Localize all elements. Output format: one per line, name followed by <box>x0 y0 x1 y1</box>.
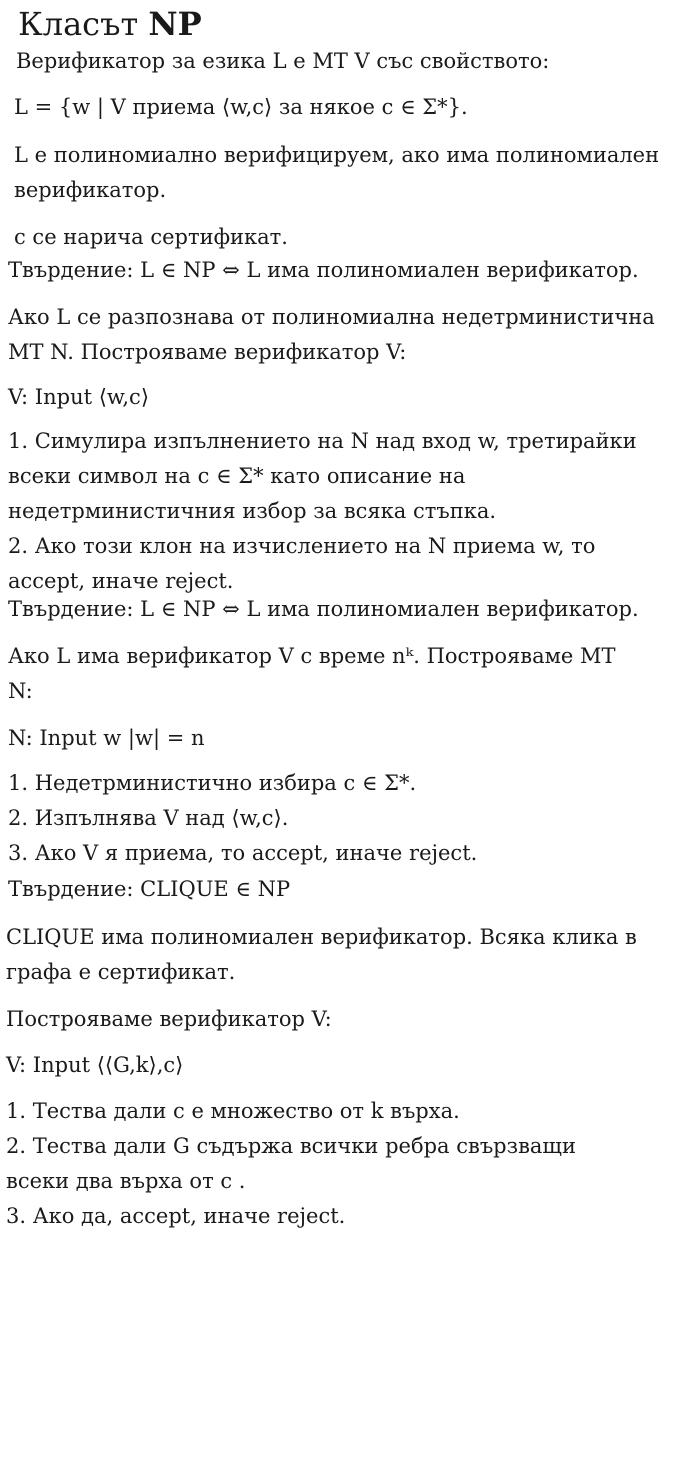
claim-1 <box>8 253 670 288</box>
proof-2-step1: 1. Недетрминистично избира c ∈ Σ*. <box>8 771 417 795</box>
proof-1-intro <box>8 300 670 370</box>
claim-2 <box>8 592 670 627</box>
proof-3-step2-line1: 2. Тества дали G съдържа всички ребра свързващи <box>6 1134 576 1158</box>
proof-1-step1-line1: 1. Симулира изпълнението на N над вход w, третирайки <box>8 429 637 453</box>
proof-3-intro-line2: графа е сертификат. <box>6 960 236 984</box>
proof-1-intro-line2: МТ N. Построяваме верификатор V: <box>8 340 407 364</box>
proof-1-input <box>8 380 670 415</box>
claim-1-text: Твърдение: L ∈ NP ⇔ L има полиномиален верификатор. <box>8 258 639 282</box>
proof-3-steps <box>6 1094 670 1234</box>
proof-2-step2: 2. Изпълнява V над ⟨w,c⟩. <box>8 806 289 830</box>
proof-1-steps <box>8 424 670 599</box>
proof-3-step2-line2: всеки два върха от c . <box>6 1169 246 1193</box>
proof-3-build <box>6 1002 670 1037</box>
def-verifier: Верификатор за езика L е МТ V със свойството: <box>16 49 550 73</box>
proof-2-intro <box>8 639 670 709</box>
proof-2-input <box>8 721 670 756</box>
proof-2-intro-line1: Ако L има верификатор V с време nᵏ. Построяваме МТ <box>8 644 616 668</box>
proof-3-step1: 1. Тества дали c е множество от k върха. <box>6 1099 460 1123</box>
proof-2-intro-line2: N: <box>8 679 33 703</box>
def-language-formula: L = {w | V приема ⟨w,c⟩ за някое c ∈ Σ*}. <box>14 95 468 119</box>
claim-2-text: Твърдение: L ∈ NP ⇔ L има полиномиален верификатор. <box>8 597 639 621</box>
proof-3-build-text: Построяваме верификатор V: <box>6 1007 332 1031</box>
proof-1-step2-line1: 2. Ако този клон на изчислението на N приема w, то <box>8 534 596 558</box>
def-poly-line2: верификатор. <box>14 178 167 202</box>
section-formula <box>14 90 670 125</box>
claim-3-text: Твърдение: CLIQUE ∈ NP <box>8 877 291 901</box>
proof-3-input-text: V: Input ⟨⟨G,k⟩,c⟩ <box>6 1053 184 1077</box>
claim-3 <box>8 872 670 907</box>
section-certificate <box>14 220 670 255</box>
section-verifier-definition <box>16 44 670 79</box>
proof-3-step3: 3. Ако да, accept, иначе reject. <box>6 1204 346 1228</box>
proof-1-step1-line3: недетрминистичния избор за всяка стъпка. <box>8 499 497 523</box>
proof-1-step2-line2: accept, иначе reject. <box>8 569 234 593</box>
def-certificate: c се нарича сертификат. <box>14 225 288 249</box>
section-poly-verifiable <box>14 138 670 208</box>
proof-3-intro-line1: CLIQUE има полиномиален верификатор. Всяка клика в <box>6 925 637 949</box>
proof-2-steps <box>8 766 670 871</box>
page-title: Класът NP <box>18 5 202 43</box>
proof-2-input-text: N: Input w |w| = n <box>8 726 205 750</box>
proof-1-intro-line1: Ако L се разпознава от полиномиална недетрминистична <box>8 305 655 329</box>
np-bold: NP <box>148 5 202 43</box>
def-poly-line1: L е полиномиално верифицируем, ако има полиномиален <box>14 143 660 167</box>
proof-1-input-text: V: Input ⟨w,c⟩ <box>8 385 150 409</box>
proof-3-intro <box>6 920 670 990</box>
proof-2-step3: 3. Ако V я приема, то accept, иначе reject. <box>8 841 478 865</box>
proof-1-step1-line2: всеки символ на c ∈ Σ* като описание на <box>8 464 466 488</box>
proof-3-input <box>6 1048 670 1083</box>
